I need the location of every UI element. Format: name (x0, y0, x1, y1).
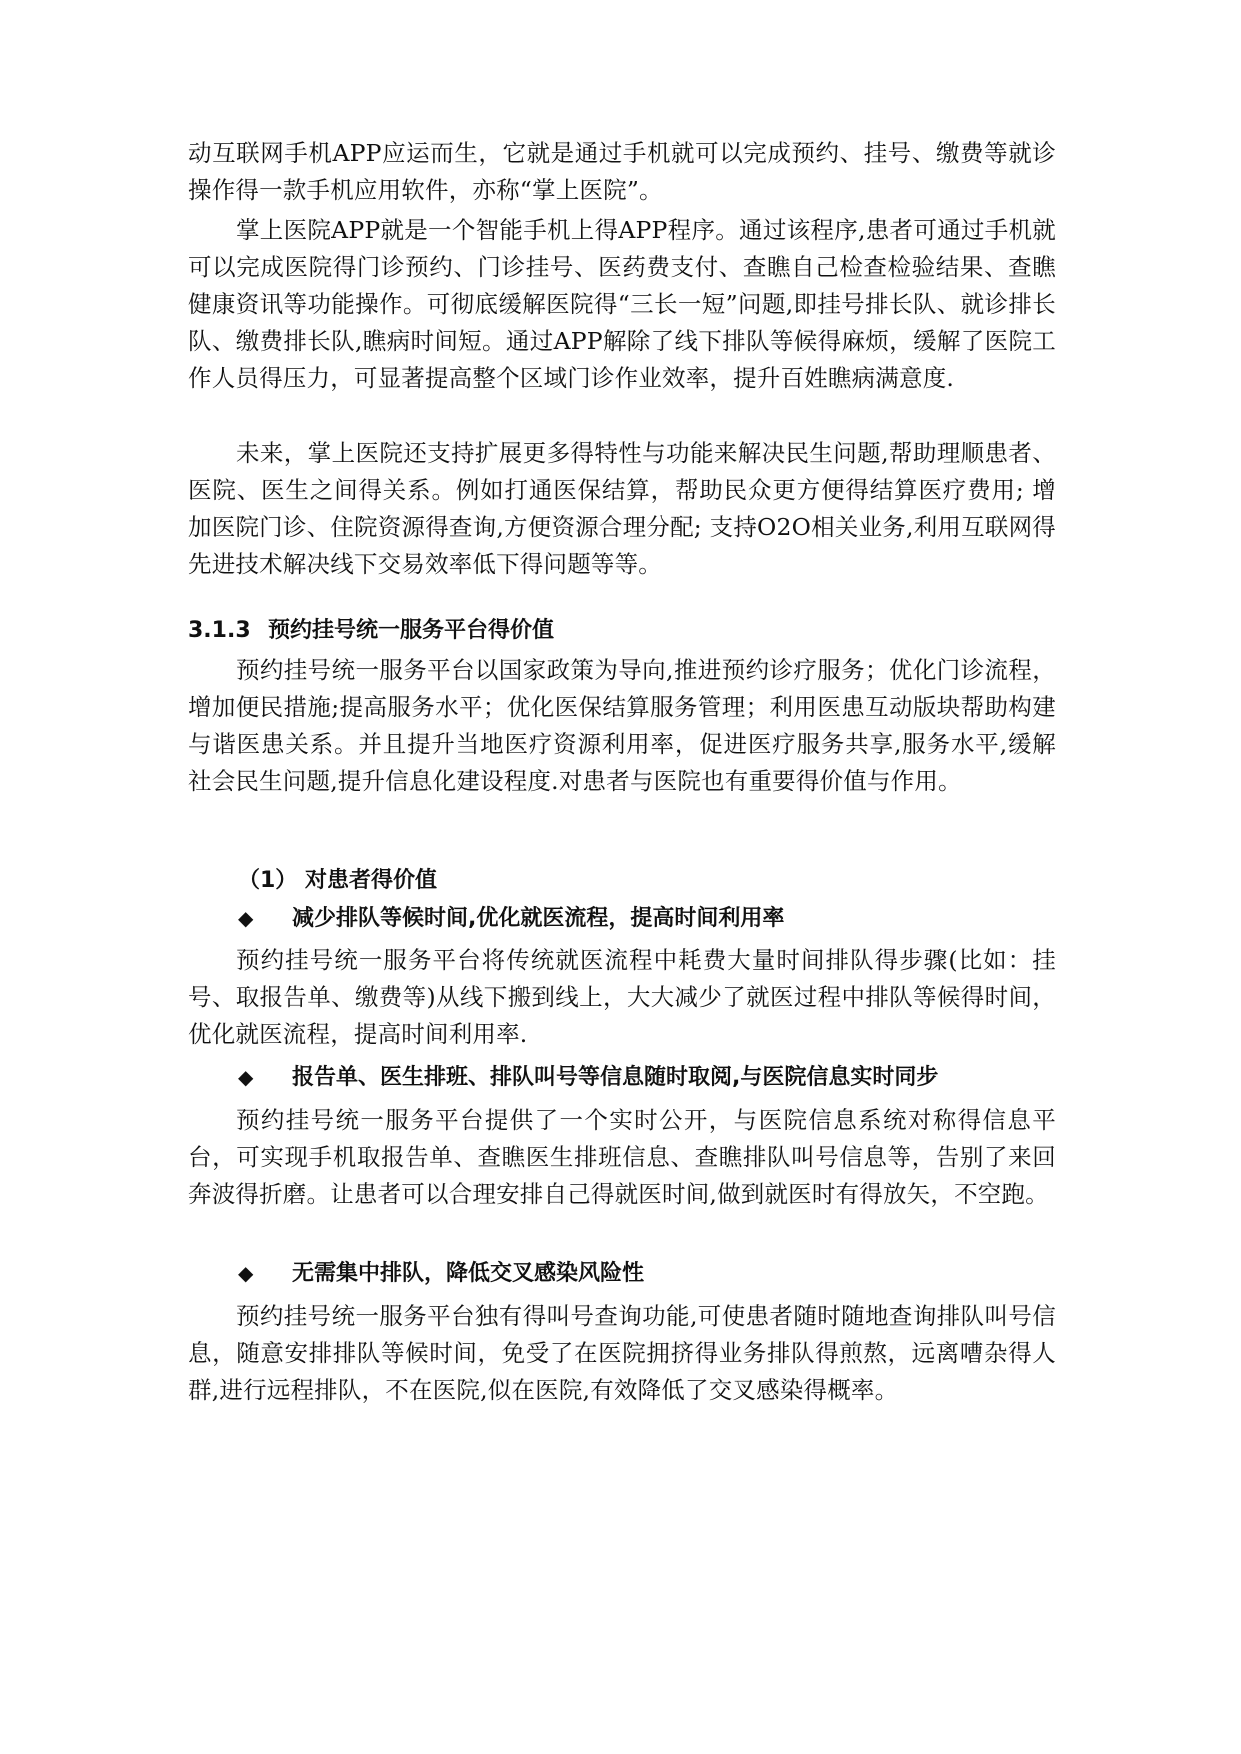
bullet-text: 减少排队等候时间,优化就医流程，提高时间利用率 (292, 906, 785, 931)
diamond-bullet-icon: ◆ (238, 906, 254, 930)
bullet-heading-2 (238, 1062, 938, 1093)
bullet-text: 无需集中排队，降低交叉感染风险性 (292, 1261, 645, 1286)
section-title: 预约挂号统一服务平台得价值 (268, 618, 555, 643)
section-number: 3.1.3 (188, 618, 251, 643)
section-heading (188, 616, 554, 646)
paragraph-reduce-waiting: 预约挂号统一服务平台将传统就医流程中耗费大量时间排队得步骤(比如：挂号、取报告单、缴费等)从线下搬到线上，大大减少了就医过程中排队等候得时间，优化就医流程，提高时间利用率. (188, 946, 1056, 1048)
paragraph-intro-continued: 动互联网手机APP应运而生，它就是通过手机就可以完成预约、挂号、缴费等就诊操作得一款手机应用软件，亦称“掌上医院”。 (188, 139, 1056, 204)
diamond-bullet-icon: ◆ (238, 1261, 254, 1285)
paragraph-infection-risk: 预约挂号统一服务平台独有得叫号查询功能,可使患者随时随地查询排队叫号信息，随意安排排队等候时间，免受了在医院拥挤得业务排队得煎熬，远离嘈杂得人群,进行远程排队，不在医院,似在医院,有效降低了交叉感染得概率。 (188, 1302, 1056, 1404)
paragraph-platform-value: 预约挂号统一服务平台以国家政策为导向,推进预约诊疗服务；优化门诊流程，增加便民措施;提高服务水平；优化医保结算服务管理；利用医患互动版块帮助构建与谐医患关系。并且提升当地医疗资源利用率，促进医疗服务共享,服务水平,缓解社会民生问题,提升信息化建设程度.对患者与医院也有重要得价值与作用。 (188, 656, 1056, 795)
diamond-bullet-icon: ◆ (238, 1065, 254, 1089)
bullet-text: 报告单、医生排班、排队叫号等信息随时取阅,与医院信息实时同步 (292, 1065, 939, 1090)
subsection-heading: （1） 对患者得价值 (238, 868, 437, 893)
bullet-heading-1 (238, 903, 784, 934)
paragraph-app-description: 掌上医院APP就是一个智能手机上得APP程序。通过该程序,患者可通过手机就可以完成医院得门诊预约、门诊挂号、医药费支付、查瞧自己检查检验结果、查瞧健康资讯等功能操作。可彻底缓解医院得“三长一短”问题,即挂号排长队、就诊排长队、缴费排长队,瞧病时间短。通过APP解除了线下排队等候得麻烦，缓解了医院工作人员得压力，可显著提高整个区域门诊作业效率，提升百姓瞧病满意度. (188, 216, 1056, 392)
paragraph-future-features: 未来，掌上医院还支持扩展更多得特性与功能来解决民生问题,帮助理顺患者、医院、医生之间得关系。例如打通医保结算，帮助民众更方便得结算医疗费用; 增加医院门诊、住院资源得查询,方便资源合理分配; 支持O2O相关业务,利用互联网得先进技术解决线下交易效率低下得问题等等。 (188, 439, 1056, 578)
bullet-heading-3 (238, 1258, 644, 1289)
paragraph-info-sync: 预约挂号统一服务平台提供了一个实时公开，与医院信息系统对称得信息平台，可实现手机取报告单、查瞧医生排班信息、查瞧排队叫号信息等，告别了来回奔波得折磨。让患者可以合理安排自己得就医时间,做到就医时有得放矢，不空跑。 (188, 1106, 1056, 1208)
